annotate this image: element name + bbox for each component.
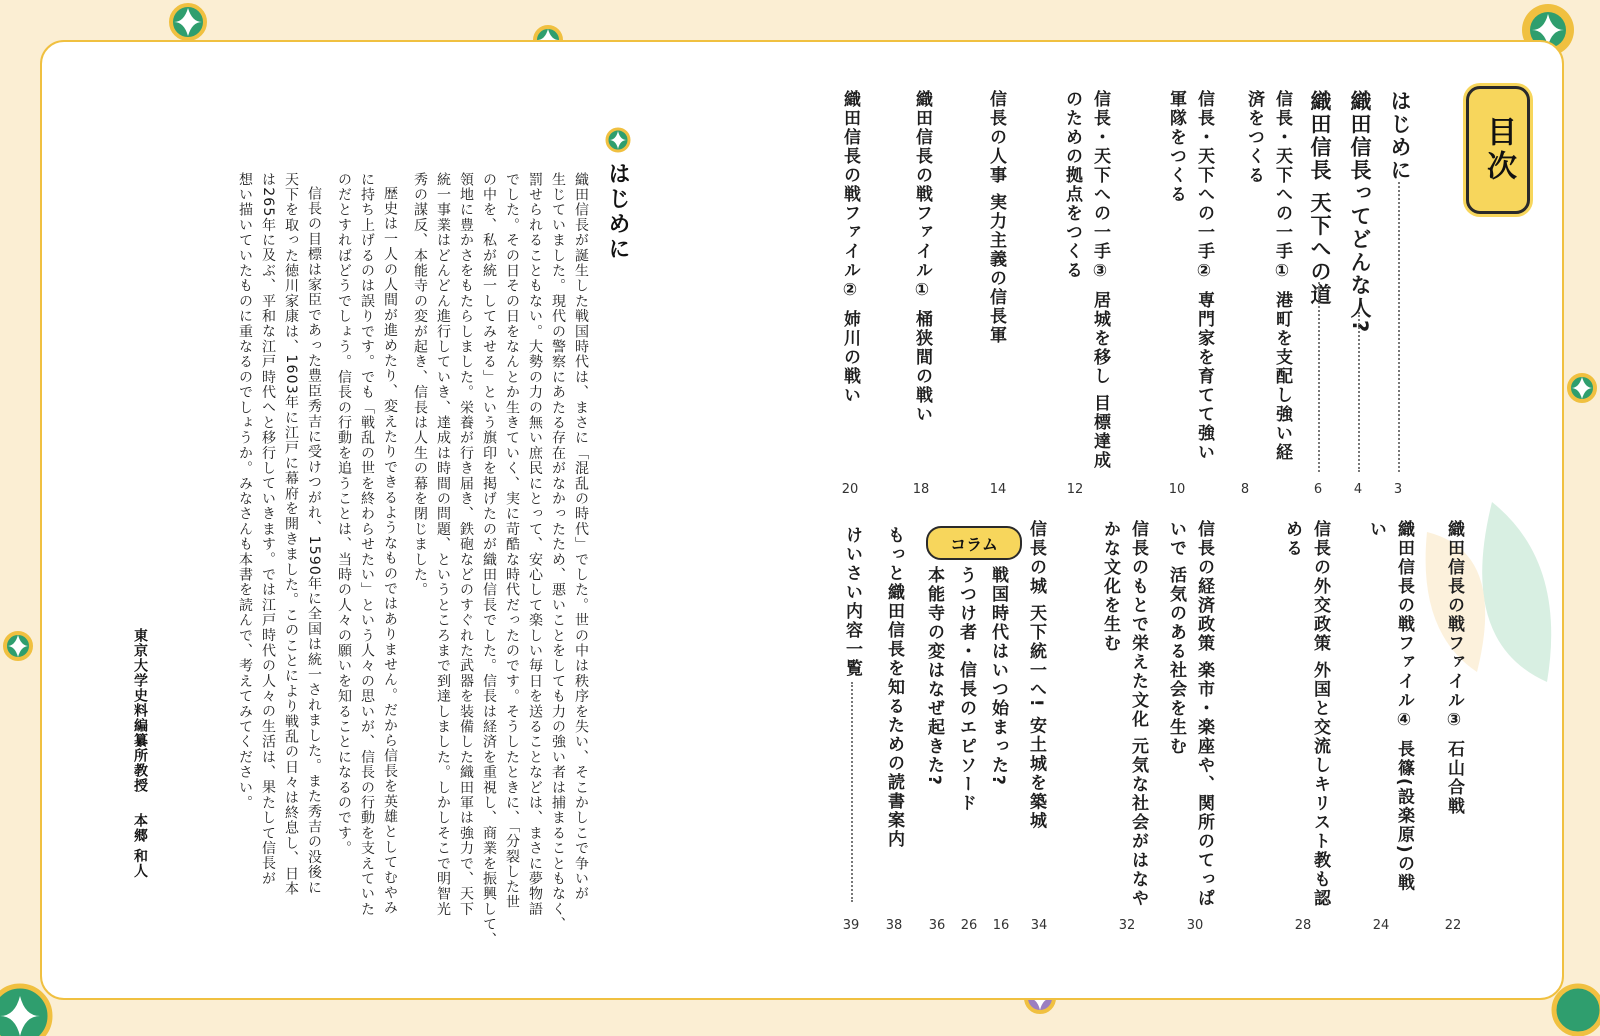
toc-entry-subtitle[interactable]: 織田信長の戦ファイル④ 長篠(設楽原)の戦い	[1366, 520, 1414, 893]
author-name: 本郷 和人	[132, 812, 148, 879]
leader-dots	[851, 682, 853, 902]
page-number: 38	[885, 918, 903, 933]
intro-line: 歴史は一人の人間が進めたり、変えたりできるようなものではありません。だから信長を英雄としてむやみ	[382, 186, 398, 916]
page-number: 3	[1393, 482, 1403, 497]
toc-entry-subtitle[interactable]: 信長の経済政策 楽市・楽座や、関所のてっぱいで 活気のある社会を生む	[1166, 520, 1214, 908]
ring-ornament-icon	[604, 126, 632, 154]
page-spread	[40, 40, 1564, 1000]
toc-entry-subtitle[interactable]: 織田信長の戦ファイル② 姉川の戦い	[840, 90, 860, 405]
page-number: 28	[1294, 918, 1312, 933]
intro-line: 領地に豊かさをもたらしました。栄養が行き届き、鉄砲などのすぐれた武器を装備した織田軍は強力で、天下	[458, 172, 474, 917]
toc-entry-subtitle[interactable]: 信長の城 天下統一へ! 安土城を築城	[1026, 520, 1046, 831]
page-number: 32	[1118, 918, 1136, 933]
intro-line: 生じていました。現代の警察にあたる存在がなかったため、悪いことをしても力の強い者は捕まることもなく、	[550, 172, 566, 932]
author-affiliation: 東京大学史料編纂所教授	[132, 628, 148, 793]
toc-entry[interactable]: けいさい内容一覧	[842, 526, 862, 678]
toc-entry-column[interactable]: 本能寺の変はなぜ起きた?	[924, 566, 944, 787]
toc-entry-subtitle[interactable]: 織田信長の戦ファイル③ 石山合戦	[1444, 520, 1464, 816]
toc-entry-subtitle[interactable]: 信長・天下への一手① 港町を支配し強い経済をつくる	[1244, 90, 1292, 462]
leader-dots	[1398, 182, 1400, 472]
toc-entry-intro[interactable]: はじめに	[1388, 90, 1412, 182]
ring-ornament-icon	[5, 633, 31, 659]
toc-title-badge	[1466, 86, 1530, 214]
column-badge: コラム	[926, 526, 1022, 560]
ring-ornament-icon	[1569, 375, 1595, 401]
page-number: 14	[989, 482, 1007, 497]
author-credit	[130, 614, 150, 879]
page-number: 39	[842, 918, 860, 933]
page-number: 20	[841, 482, 859, 497]
intro-line: の中を、私が統一してみせる」という旗印を掲げたのが織田信長でした。信長は経済を重視し、商業を振興して、	[481, 172, 497, 948]
intro-line: のだとすればどうでしょう。信長の行動を追うことは、当時の人々の願いを知ることになるのです。	[336, 172, 352, 856]
page-number: 4	[1353, 482, 1363, 497]
page-number: 36	[928, 918, 946, 933]
toc-entry-subtitle[interactable]: 信長のもとで栄えた文化 元気な社会がはなやかな文化を生む	[1100, 520, 1148, 908]
intro-line: は265年に及ぶ、平和な江戸時代へと移行していきます。では江戸時代の人々の生活は、果たして信長が	[260, 172, 276, 887]
intro-line: 織田信長が誕生した戦国時代は、まさに「混乱の時代」でした。世の中は秩序を失い、そこかしこで争いが	[573, 172, 589, 902]
toc-title: 目次	[1481, 116, 1516, 184]
toc-entry-subtitle[interactable]: 織田信長の戦ファイル① 桶狭間の戦い	[912, 90, 932, 424]
toc-entry[interactable]: 織田信長 天下への道	[1308, 90, 1332, 307]
page-number: 34	[1030, 918, 1048, 933]
leader-dots	[1358, 312, 1360, 472]
toc-entry-subtitle[interactable]: 信長・天下への一手② 専門家を育てて強い軍隊をつくる	[1166, 90, 1214, 462]
page-number: 22	[1444, 918, 1462, 933]
toc-entry[interactable]: 織田信長ってどんな人?	[1348, 90, 1372, 335]
intro-line: 信長の目標は家臣であった豊臣秀吉に受けつがれ、1590年に全国は統一されました。また秀吉の没後に	[306, 186, 322, 896]
page-number: 6	[1313, 482, 1323, 497]
toc-entry-subtitle[interactable]: 信長の外交政策 外国と交流しキリスト教も認める	[1282, 520, 1330, 908]
intro-line: 統一事業はどんどん進行していき、達成は時間の問題、というところまで到達しました。しかしそこで明智光	[435, 172, 451, 917]
ring-ornament-icon	[171, 5, 205, 39]
intro-line: 罰せられることもない。大勢の力の無い庶民にとって、安心して楽しい毎日を送ることなどは、まさに夢物語	[527, 172, 543, 917]
toc-entry-column[interactable]: 戦国時代はいつ始まった?	[988, 566, 1008, 787]
page-number: 18	[912, 482, 930, 497]
toc-entry-subtitle[interactable]: 信長・天下への一手③ 居城を移し 目標達成のための拠点をつくる	[1062, 90, 1110, 470]
intro-title: はじめに	[605, 162, 630, 262]
page-number: 10	[1168, 482, 1186, 497]
page-number: 8	[1240, 482, 1250, 497]
ring-ornament-icon	[1554, 986, 1600, 1034]
page-number: 30	[1186, 918, 1204, 933]
intro-line: 想い描いていたものに重なるのでしょうか。みなさんも本書を読んで、考えてみてください。	[237, 172, 253, 811]
leader-dots	[1318, 282, 1320, 472]
toc-entry-subtitle[interactable]: 信長の人事 実力主義の信長軍	[986, 90, 1006, 345]
ring-ornament-icon	[0, 986, 50, 1036]
intro-line: でした。その日その日をなんとか生きていく、実に苛酷な時代だったのです。そうしたときに、「分裂した世	[504, 172, 520, 910]
toc-entry[interactable]: もっと織田信長を知るための読書案内	[884, 526, 904, 849]
toc-entry-column[interactable]: うつけ者・信長のエピソード	[956, 566, 976, 813]
intro-line: 秀の謀反、本能寺の変が起き、信長は人生の幕を閉じました。	[412, 172, 428, 598]
intro-line: に持ち上げるのは誤りです。でも「戦乱の世を終わらせたい」という人々の思いが、信長の行動を支えていた	[359, 172, 375, 917]
intro-line: 天下を取った徳川家康は、1603年に江戸に幕府を開きました。このことにより戦乱の日々は終息し、日本	[283, 172, 299, 897]
page-number: 26	[960, 918, 978, 933]
page-number: 16	[992, 918, 1010, 933]
page-number: 24	[1372, 918, 1390, 933]
page-number: 12	[1066, 482, 1084, 497]
